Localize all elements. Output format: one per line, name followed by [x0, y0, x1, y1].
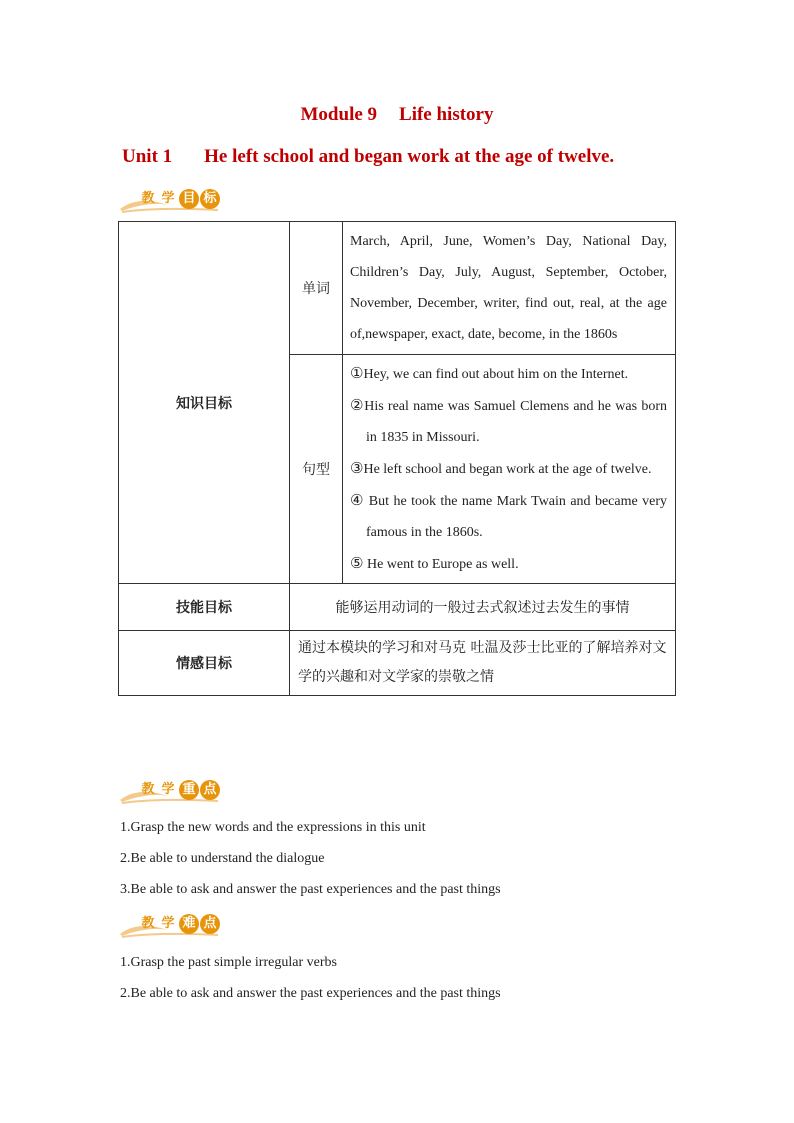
- difficulties-list: [120, 947, 501, 1009]
- unit-title: [122, 146, 614, 168]
- sentence-item: ④ But he took the name Mark Twain and became very famous in the 1860s.: [350, 491, 667, 540]
- list-item: 2.Be able to ask and answer the past experiences and the past things: [120, 986, 501, 1001]
- badge-char: 点: [200, 914, 220, 934]
- sentences-cell: [343, 355, 676, 584]
- sentence-item: ③He left school and began work at the age of twelve.: [350, 459, 652, 477]
- badge-char: 教: [141, 782, 155, 797]
- list-item: 1.Grasp the past simple irregular verbs: [120, 955, 337, 970]
- badge-char: 教: [141, 916, 155, 931]
- badge-char: 学: [161, 782, 175, 797]
- badge-char: 教: [141, 191, 155, 206]
- difficulties-badge: [118, 912, 228, 938]
- module-name: Life history: [399, 104, 494, 125]
- badge-char: 重: [179, 780, 199, 800]
- key-points-list: [120, 812, 501, 905]
- knowledge-goal-label: 知识目标: [119, 222, 290, 584]
- unit-name: He left school and began work at the age of twelve.: [204, 146, 615, 167]
- list-item: 1.Grasp the new words and the expressions in this unit: [120, 820, 426, 835]
- sentence-item: ⑤ He went to Europe as well.: [350, 554, 519, 572]
- sentence-item: ①Hey, we can find out about him on the Internet.: [350, 364, 629, 382]
- module-number: Module 9: [300, 104, 378, 125]
- goals-table: [118, 221, 676, 696]
- skill-goal-text: 能够运用动词的一般过去式叙述过去发生的事情: [290, 584, 676, 631]
- emotion-goal-label: 情感目标: [119, 631, 290, 696]
- objectives-badge: [118, 187, 228, 213]
- badge-char: 标: [200, 189, 220, 209]
- sentence-item: ②His real name was Samuel Clemens and he was born in 1835 in Missouri.: [350, 396, 667, 445]
- list-item: 2.Be able to understand the dialogue: [120, 851, 325, 866]
- words-cell: March, April, June, Women’s Day, National Day, Children’s Day, July, August, September, October, November, December, writer, find out, real, at the age of,newspaper, exact, date, become, in the 1860s: [343, 222, 676, 355]
- module-title: [0, 104, 794, 126]
- skill-goal-label: 技能目标: [119, 584, 290, 631]
- key-points-badge: [118, 778, 228, 804]
- sentences-label: 句型: [290, 355, 343, 584]
- badge-char: 学: [161, 916, 175, 931]
- badge-char: 学: [161, 191, 175, 206]
- badge-char: 难: [179, 914, 199, 934]
- words-label: 单词: [290, 222, 343, 355]
- unit-number: Unit 1: [122, 146, 173, 167]
- emotion-goal-text: 通过本模块的学习和对马克 吐温及莎士比亚的了解培养对文学的兴趣和对文学家的崇敬之情: [290, 631, 676, 696]
- badge-char: 目: [179, 189, 199, 209]
- badge-char: 点: [200, 780, 220, 800]
- list-item: 3.Be able to ask and answer the past experiences and the past things: [120, 882, 501, 897]
